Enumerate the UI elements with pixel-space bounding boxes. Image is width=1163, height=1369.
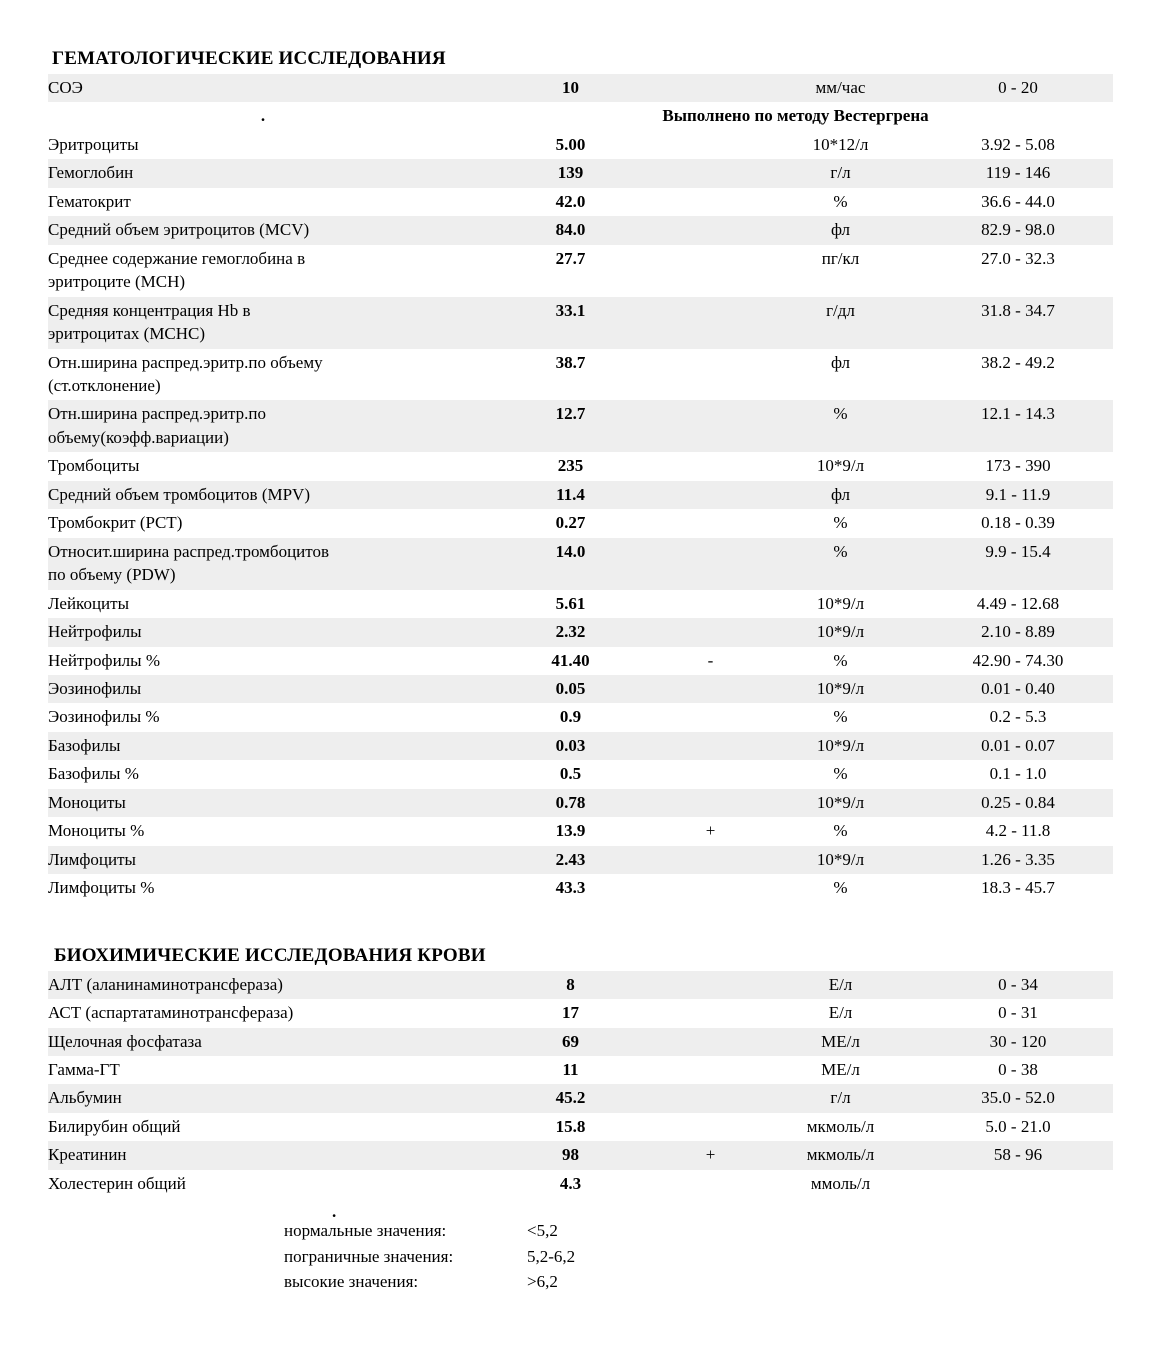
analyte-value: 12.7 <box>478 400 663 452</box>
analyte-unit: % <box>833 650 848 670</box>
analyte-flag <box>663 999 758 1027</box>
table-row <box>48 1056 1113 1084</box>
analyte-flag <box>663 732 758 760</box>
analyte-name: Щелочная фосфатаза <box>48 1028 478 1056</box>
analyte-unit: ммоль/л <box>810 1173 871 1193</box>
analyte-flag <box>663 618 758 646</box>
analyte-value: 33.1 <box>478 297 663 349</box>
analyte-flag <box>663 188 758 216</box>
section-title-biochemistry: БИОХИМИЧЕСКИЕ ИССЛЕДОВАНИЯ КРОВИ <box>54 944 486 966</box>
analyte-unit: фл <box>830 352 851 372</box>
analyte-unit: 10*9/л <box>758 675 923 703</box>
analyte-name: Креатинин <box>48 1141 478 1169</box>
footnote-label: высокие значения: <box>284 1272 419 1292</box>
table-note-row <box>48 102 1113 130</box>
analyte-value: 0.9 <box>559 707 582 727</box>
analyte-name: Эозинофилы <box>48 675 478 703</box>
analyte-value: 2.43 <box>478 846 663 874</box>
analyte-reference-range: 35.0 - 52.0 <box>923 1084 1113 1112</box>
footnote-label: нормальные значения: <box>284 1221 447 1241</box>
analyte-name: Холестерин общий <box>48 1173 186 1193</box>
table-row <box>48 1028 1113 1056</box>
analyte-unit: мм/час <box>758 74 923 102</box>
table-row <box>48 590 1113 618</box>
analyte-unit: МЕ/л <box>758 1028 923 1056</box>
analyte-value: 38.7 <box>555 352 586 372</box>
analyte-name: Тромбоциты <box>48 456 140 476</box>
analyte-flag <box>663 481 758 509</box>
analyte-flag <box>663 297 758 349</box>
analyte-reference-range: 12.1 - 14.3 <box>923 400 1113 452</box>
analyte-value: 69 <box>478 1028 663 1056</box>
analyte-flag <box>663 349 758 401</box>
analyte-flag <box>663 131 758 159</box>
analyte-name: Билирубин общий <box>48 1116 181 1136</box>
table-row <box>48 999 1113 1027</box>
analyte-unit: Е/л <box>758 971 923 999</box>
table-row <box>48 481 1113 509</box>
table-row <box>48 245 1113 297</box>
table-row <box>48 618 1113 646</box>
analyte-reference-range: 0 - 38 <box>998 1059 1038 1079</box>
footnote-label: пограничные значения: <box>284 1246 454 1266</box>
analyte-unit: % <box>833 764 848 784</box>
table-row <box>48 1170 1113 1198</box>
analyte-name: Относит.ширина распред.тромбоцитов по объему (PDW) <box>48 538 478 590</box>
table-row <box>48 971 1113 999</box>
analyte-flag <box>663 675 758 703</box>
table-row <box>48 647 1113 675</box>
analyte-reference-range: 82.9 - 98.0 <box>923 216 1113 244</box>
table-row <box>48 846 1113 874</box>
analyte-reference-range: 0.01 - 0.40 <box>923 675 1113 703</box>
footnote-value: >6,2 <box>527 1272 558 1292</box>
table-row <box>48 789 1113 817</box>
analyte-flag <box>663 846 758 874</box>
analyte-value: 98 <box>478 1141 663 1169</box>
table-row <box>48 760 1113 788</box>
analyte-value: 13.9 <box>555 821 586 841</box>
analyte-value: 5.00 <box>555 134 586 154</box>
analyte-reference-range: 2.10 - 8.89 <box>923 618 1113 646</box>
analyte-reference-range: 9.1 - 11.9 <box>923 481 1113 509</box>
footnote-value: 5,2-6,2 <box>527 1246 576 1266</box>
table-row <box>48 874 1113 902</box>
table-row <box>48 1113 1113 1141</box>
table-row <box>48 1084 1113 1112</box>
analyte-flag <box>663 400 758 452</box>
analyte-value: 139 <box>478 159 663 187</box>
analyte-reference-range: 36.6 - 44.0 <box>981 191 1055 211</box>
analyte-unit: мкмоль/л <box>806 1116 875 1136</box>
analyte-name: Среднее содержание гемоглобина в эритроците (MCH) <box>48 248 306 292</box>
analyte-reference-range: 0 - 20 <box>923 74 1113 102</box>
table-row <box>48 159 1113 187</box>
analyte-value: 4.3 <box>559 1173 582 1193</box>
analyte-name: АЛТ (аланинаминотрансфераза) <box>48 971 478 999</box>
table-row <box>48 509 1113 537</box>
analyte-reference-range: 3.92 - 5.08 <box>981 134 1055 154</box>
analyte-flag <box>663 1113 758 1141</box>
analyte-flag <box>663 789 758 817</box>
analyte-flag <box>663 74 758 102</box>
analyte-unit: % <box>833 513 848 533</box>
analyte-name: Моноциты <box>48 789 478 817</box>
analyte-unit: г/л <box>758 159 923 187</box>
footnote-line <box>284 1269 1115 1295</box>
analyte-unit: % <box>833 191 848 211</box>
analyte-value: 43.3 <box>555 878 586 898</box>
analyte-value: 14.0 <box>478 538 663 590</box>
analyte-flag <box>663 1028 758 1056</box>
analyte-value: 2.32 <box>478 618 663 646</box>
table-row <box>48 817 1113 845</box>
table-row <box>48 675 1113 703</box>
analyte-value: 84.0 <box>478 216 663 244</box>
table-row <box>48 400 1113 452</box>
analyte-value: 45.2 <box>478 1084 663 1112</box>
analyte-reference-range: 0.1 - 1.0 <box>989 764 1047 784</box>
analyte-name: Тромбокрит (PCT) <box>48 513 183 533</box>
analyte-unit: фл <box>758 216 923 244</box>
analyte-name: Средний объем эритроцитов (MCV) <box>48 216 478 244</box>
analyte-value: 0.05 <box>478 675 663 703</box>
table-row <box>48 188 1113 216</box>
analyte-name: Базофилы <box>48 732 478 760</box>
analyte-reference-range: 0.25 - 0.84 <box>923 789 1113 817</box>
analyte-unit: 10*9/л <box>758 732 923 760</box>
analyte-name: Базофилы % <box>48 764 139 784</box>
analyte-flag <box>663 760 758 788</box>
analyte-name: Эритроциты <box>48 134 139 154</box>
analyte-reference-range: 1.26 - 3.35 <box>923 846 1113 874</box>
analyte-reference-range: 42.90 - 74.30 <box>972 650 1064 670</box>
footnote-line <box>284 1218 1115 1244</box>
analyte-unit: 10*9/л <box>816 456 865 476</box>
analyte-name: Лейкоциты <box>48 593 129 613</box>
analyte-reference-range: 0.01 - 0.07 <box>923 732 1113 760</box>
analyte-reference-range: 4.49 - 12.68 <box>976 593 1060 613</box>
analyte-reference-range: 27.0 - 32.3 <box>981 248 1055 268</box>
table-row <box>48 349 1113 401</box>
analyte-unit: % <box>833 821 848 841</box>
analyte-flag: + <box>663 1141 758 1169</box>
analyte-name: Нейтрофилы % <box>48 650 160 670</box>
table-row <box>48 538 1113 590</box>
analyte-unit: г/дл <box>758 297 923 349</box>
cholesterol-footnote <box>284 1204 1115 1295</box>
analyte-unit: 10*9/л <box>758 618 923 646</box>
analyte-reference-range: 38.2 - 49.2 <box>981 352 1055 372</box>
analyte-flag: - <box>707 650 714 670</box>
analyte-flag <box>663 1084 758 1112</box>
footnote-line <box>284 1244 1115 1270</box>
analyte-unit: % <box>833 707 848 727</box>
analyte-name: Эозинофилы % <box>48 707 160 727</box>
analyte-reference-range <box>923 1170 1113 1198</box>
analyte-unit: % <box>833 878 848 898</box>
analyte-flag <box>663 874 758 902</box>
analyte-unit: пг/кл <box>821 248 860 268</box>
analyte-value: 235 <box>557 456 584 476</box>
analyte-value: 17 <box>562 1003 579 1023</box>
analyte-value: 11.4 <box>478 481 663 509</box>
analyte-name: Средняя концентрация Hb в эритроцитах (MCHC) <box>48 297 478 349</box>
table-row <box>48 74 1113 102</box>
table-row <box>48 703 1113 731</box>
table-row <box>48 1141 1113 1169</box>
analyte-flag <box>663 159 758 187</box>
analyte-value: 5.61 <box>555 593 586 613</box>
analyte-value: 11 <box>562 1059 579 1079</box>
table-row <box>48 131 1113 159</box>
table-row <box>48 452 1113 480</box>
analyte-unit: г/л <box>758 1084 923 1112</box>
hematology-results-table <box>48 74 1113 903</box>
analyte-reference-range: 119 - 146 <box>923 159 1113 187</box>
analyte-flag <box>663 590 758 618</box>
analyte-name: Отн.ширина распред.эритр.по объему(коэфф.вариации) <box>48 400 478 452</box>
biochemistry-results-table <box>48 971 1113 1199</box>
analyte-value: 0.78 <box>478 789 663 817</box>
analyte-name: Гамма-ГТ <box>48 1059 120 1079</box>
note-dot: . <box>260 106 266 126</box>
analyte-unit: Е/л <box>828 1003 853 1023</box>
section-title-hematology: ГЕМАТОЛОГИЧЕСКИЕ ИССЛЕДОВАНИЯ <box>52 48 446 69</box>
analyte-name: Моноциты % <box>48 821 145 841</box>
analyte-unit: 10*9/л <box>758 789 923 817</box>
analyte-value: 0.5 <box>559 764 582 784</box>
analyte-flag <box>663 216 758 244</box>
analyte-unit: МЕ/л <box>821 1059 860 1079</box>
analyte-unit: % <box>758 538 923 590</box>
analyte-unit: 10*12/л <box>812 134 869 154</box>
analyte-unit: % <box>758 400 923 452</box>
footnote-value: <5,2 <box>527 1221 558 1241</box>
analyte-flag: + <box>705 821 716 841</box>
table-row <box>48 297 1113 349</box>
analyte-flag <box>663 245 758 297</box>
analyte-name: Гематокрит <box>48 191 131 211</box>
analyte-reference-range: 9.9 - 15.4 <box>923 538 1113 590</box>
analyte-flag <box>663 452 758 480</box>
analyte-reference-range: 30 - 120 <box>923 1028 1113 1056</box>
analyte-value: 0.03 <box>478 732 663 760</box>
table-row <box>48 216 1113 244</box>
analyte-name: СОЭ <box>48 74 478 102</box>
analyte-name: Лимфоциты <box>48 846 478 874</box>
analyte-value: 0.27 <box>555 513 586 533</box>
analyte-reference-range: 0 - 31 <box>998 1003 1038 1023</box>
analyte-name: Гемоглобин <box>48 159 478 187</box>
analyte-value: 8 <box>478 971 663 999</box>
analyte-flag <box>663 538 758 590</box>
analyte-name: Альбумин <box>48 1084 478 1112</box>
analyte-value: 15.8 <box>555 1116 586 1136</box>
analyte-value: 41.40 <box>551 650 590 670</box>
note-text: Выполнено по методу Вестергрена <box>662 106 929 126</box>
analyte-value: 42.0 <box>555 191 586 211</box>
analyte-flag <box>663 509 758 537</box>
analyte-name: Отн.ширина распред.эритр.по объему (ст.отклонение) <box>48 352 323 395</box>
analyte-name: Лимфоциты % <box>48 878 155 898</box>
analyte-flag <box>663 1056 758 1084</box>
analyte-unit: 10*9/л <box>816 593 865 613</box>
analyte-value: 27.7 <box>555 248 586 268</box>
analyte-reference-range: 0.2 - 5.3 <box>989 707 1047 727</box>
analyte-reference-range: 0 - 34 <box>923 971 1113 999</box>
analyte-reference-range: 31.8 - 34.7 <box>923 297 1113 349</box>
analyte-name: Нейтрофилы <box>48 618 478 646</box>
analyte-name: АСТ (аспартатаминотрансфераза) <box>48 1003 294 1023</box>
analyte-unit: фл <box>758 481 923 509</box>
footnote-dot: . <box>332 1202 337 1222</box>
analyte-reference-range: 5.0 - 21.0 <box>985 1116 1051 1136</box>
analyte-reference-range: 58 - 96 <box>923 1141 1113 1169</box>
analyte-flag <box>663 703 758 731</box>
analyte-reference-range: 4.2 - 11.8 <box>985 821 1051 841</box>
table-row <box>48 732 1113 760</box>
analyte-reference-range: 18.3 - 45.7 <box>981 878 1055 898</box>
analyte-name: Средний объем тромбоцитов (MPV) <box>48 481 478 509</box>
analyte-value: 10 <box>478 74 663 102</box>
analyte-reference-range: 0.18 - 0.39 <box>981 513 1055 533</box>
analyte-reference-range: 173 - 390 <box>985 456 1051 476</box>
analyte-unit: 10*9/л <box>758 846 923 874</box>
analyte-flag <box>663 1170 758 1198</box>
analyte-flag <box>663 971 758 999</box>
analyte-unit: мкмоль/л <box>758 1141 923 1169</box>
